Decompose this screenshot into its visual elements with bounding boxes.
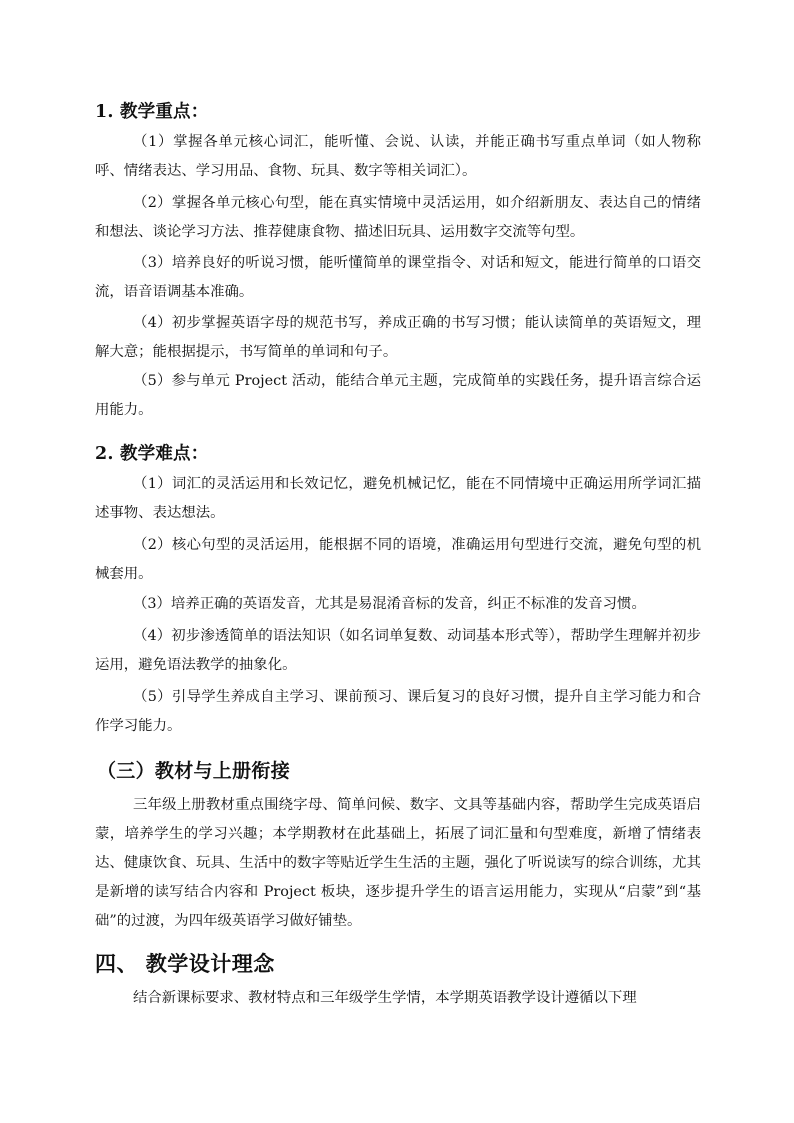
heading-teaching-key-points: 1. 教学重点： xyxy=(95,102,209,122)
key-point-item-3: （3）培养良好的听说习惯，能听懂简单的课堂指令、对话和短文，能进行简单的口语交流，语音语调基本准确。 xyxy=(95,255,701,300)
heading-teaching-difficulties: 2. 教学难点： xyxy=(95,444,209,464)
design-philosophy-paragraph: 结合新课标要求、教材特点和三年级学生学情，本学期英语教学设计遵循以下理 xyxy=(133,990,637,1006)
key-point-item-4: （4）初步掌握英语字母的规范书写，养成正确的书写习惯；能认读简单的英语短文，理解大意；能根据提示，书写简单的单词和句子。 xyxy=(95,315,701,360)
difficulty-item-1: （1）词汇的灵活运用和长效记忆，避免机械记忆，能在不同情境中正确运用所学词汇描述事物、表达想法。 xyxy=(95,476,701,521)
difficulty-item-3: （3）培养正确的英语发音，尤其是易混淆音标的发音，纠正不标准的发音习惯。 xyxy=(133,596,646,612)
heading-teaching-design-philosophy: 四、 教学设计理念 xyxy=(95,951,275,976)
heading-textbook-connection: （三）教材与上册衔接 xyxy=(97,760,291,782)
key-point-item-1: （1）掌握各单元核心词汇，能听懂、会说、认读，并能正确书写重点单词（如人物称呼、情绪表达、学习用品、食物、玩具、数字等相关词汇）。 xyxy=(95,134,701,179)
key-point-item-2: （2）掌握各单元核心句型，能在真实情境中灵活运用，如介绍新朋友、表达自己的情绪和想法、谈论学习方法、推荐健康食物、描述旧玩具、运用数字交流等句型。 xyxy=(95,195,701,240)
key-point-item-5: （5）参与单元 Project 活动，能结合单元主题，完成简单的实践任务，提升语言综合运用能力。 xyxy=(95,373,701,418)
textbook-connection-paragraph: 三年级上册教材重点围绕字母、简单问候、数字、文具等基础内容，帮助学生完成英语启蒙，培养学生的学习兴趣；本学期教材在此基础上，拓展了词汇量和句型难度，新增了情绪表达、健康饮食、玩具、生活中的数字等贴近学生生活的主题，强化了听说读写的综合训练，尤其是新增的读写结合内容和 Project 板块，逐步提升学生的语言运用能力，实现从“启蒙”到“基础”的过渡，为四年级英语学习做好铺垫。 xyxy=(95,797,701,929)
difficulty-item-5: （5）引导学生养成自主学习、课前预习、课后复习的良好习惯，提升自主学习能力和合作学习能力。 xyxy=(95,689,701,734)
difficulty-item-2: （2）核心句型的灵活运用，能根据不同的语境，准确运用句型进行交流，避免句型的机械套用。 xyxy=(95,537,701,582)
difficulty-item-4: （4）初步渗透简单的语法知识（如名词单复数、动词基本形式等），帮助学生理解并初步运用，避免语法教学的抽象化。 xyxy=(95,628,701,673)
